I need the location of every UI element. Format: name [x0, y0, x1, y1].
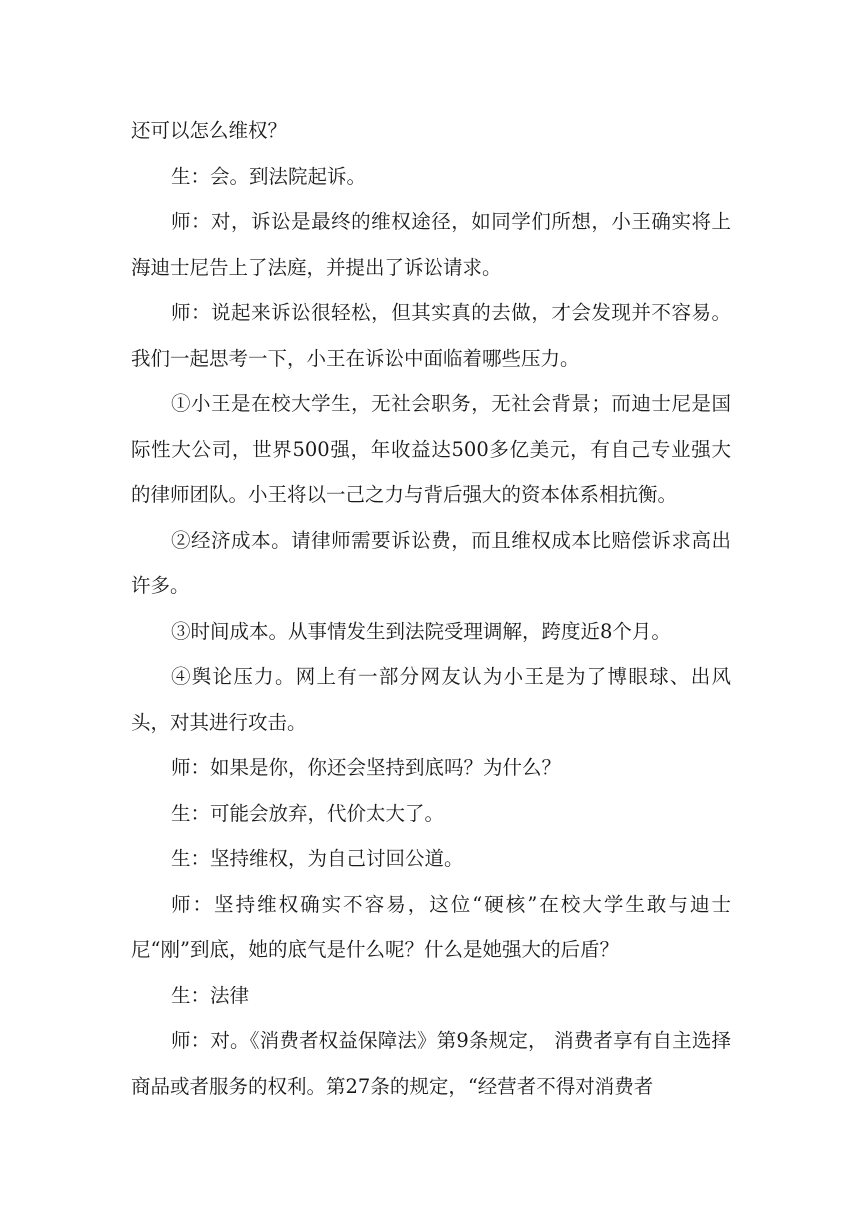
- paragraph-teacher-question: 师：如果是你，你还会坚持到底吗？为什么？: [171, 756, 562, 779]
- paragraph-teacher-pressure: 师：说起来诉讼很轻松，但其实真的去做，才会发现并不容易。我们一起思考一下，小王在诉讼中面临着哪些压力。: [131, 301, 731, 370]
- document-body: [131, 108, 731, 1109]
- paragraph-teacher-lawsuit: 师：对，诉讼是最终的维权途径，如同学们所想，小王确实将上海迪士尼告上了法庭，并提出了诉讼请求。: [131, 210, 731, 279]
- paragraph-student-law: 生：法律: [171, 983, 250, 1007]
- paragraph-point-3: ③时间成本。从事情发生到法院受理调解，跨度近8个月。: [171, 619, 671, 643]
- paragraph-student-give-up: 生：可能会放弃，代价太大了。: [171, 801, 445, 825]
- paragraph-point-1: ①小王是在校大学生，无社会职务，无社会背景；而迪士尼是国际性大公司，世界500强，年收益达500多亿美元，有自己专业强大的律师团队。小王将以一己之力与背后强大的资本体系相抗衡。: [131, 392, 731, 506]
- paragraph-point-2: ②经济成本。请律师需要诉讼费，而且维权成本比赔偿诉求高出许多。: [131, 528, 731, 597]
- paragraph-point-4: ④舆论压力。网上有一部分网友认为小王是为了博眼球、出风头，对其进行攻击。: [131, 665, 731, 734]
- paragraph-continuation: 还可以怎么维权？: [131, 119, 288, 142]
- paragraph-student-answer-court: 生：会。到法院起诉。: [171, 164, 367, 188]
- paragraph-teacher-confidence: 师：坚持维权确实不容易，这位“硬核”在校大学生敢与迪士尼“刚”到底，她的底气是什么呢？什么是她强大的后盾？: [131, 892, 731, 961]
- paragraph-student-persist: 生：坚持维权，为自己讨回公道。: [171, 847, 464, 870]
- paragraph-teacher-law-articles: 师：对。《消费者权益保障法》第9条规定， 消费者享有自主选择商品或者服务的权利。第27条的规定，“经营者不得对消费者: [131, 1029, 731, 1098]
